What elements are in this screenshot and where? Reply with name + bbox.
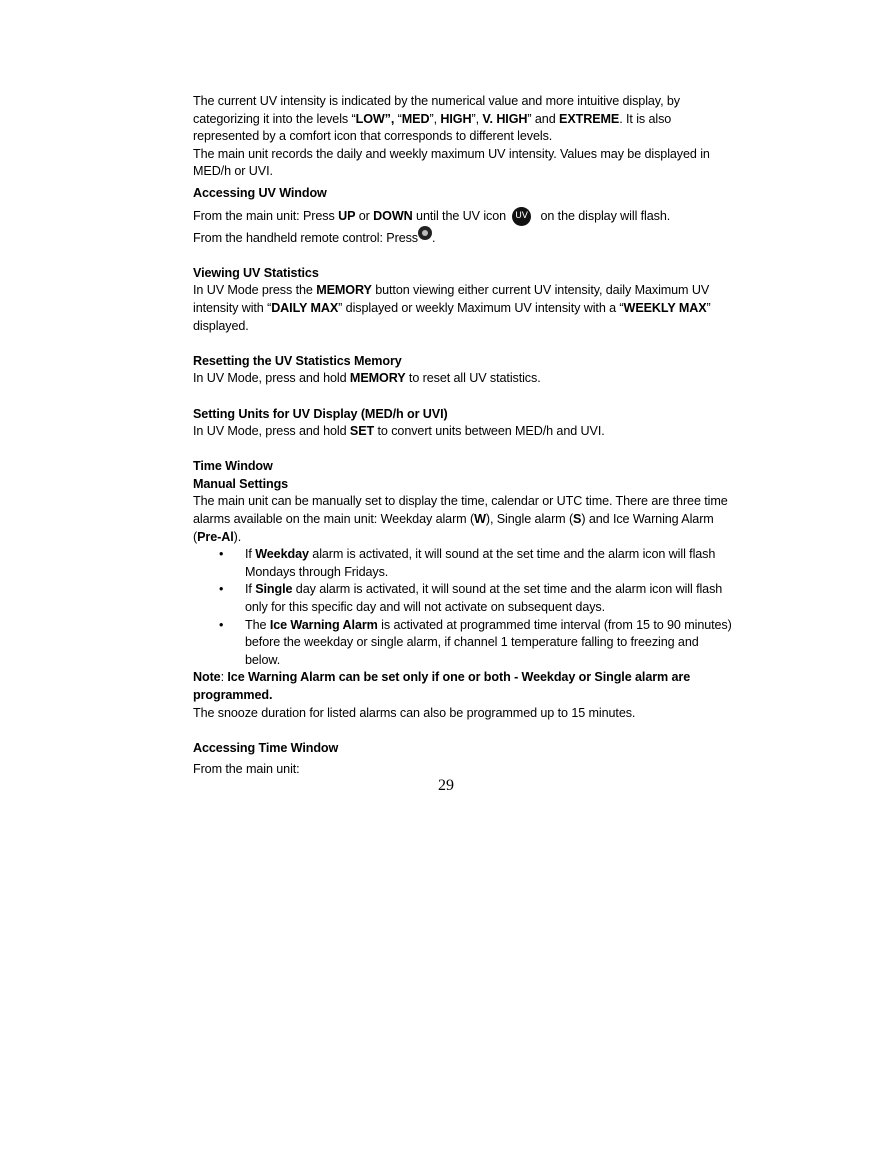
text-run: . It is also represented by a comfort icon that corresponds to different levels.	[193, 111, 672, 144]
text-run: on the display will flash.	[537, 208, 671, 223]
text-run: In UV Mode press the	[193, 283, 317, 298]
level-med: MED	[401, 111, 430, 126]
note-label: Note	[193, 670, 221, 685]
text-run: ) and Ice Warning Alarm (	[193, 512, 714, 544]
text-run: is activated at programmed time interval (from 15 to 90 minutes) before the weekday or single alarm, if channel 1 temperature falling to freezing and below.	[245, 617, 732, 667]
accessing-uv-remote	[193, 226, 733, 248]
uv-units-heading: Setting Units for UV Display (MED/h or UVI)	[193, 406, 448, 421]
memory-key: MEMORY	[316, 283, 372, 298]
text-run: The main unit can be manually set to display the time, calendar or UTC time. There are three time alarms available on the main unit: Weekday alarm (	[193, 494, 728, 527]
weekly-max-label: WEEKLY MAX	[623, 300, 707, 315]
note-text: Ice Warning Alarm can be set only if one or both - Weekday or Single alarm are programmed.	[193, 670, 691, 702]
uv-icon: UV	[512, 207, 531, 226]
text-run: ”,	[471, 111, 483, 126]
viewing-uv-heading: Viewing UV Statistics	[193, 265, 319, 280]
uv-records-paragraph: The main unit records the daily and weekly maximum UV intensity. Values may be displayed in MED/h or UVI.	[193, 146, 710, 179]
text-run: ” displayed or weekly Maximum UV intensity with a “	[338, 300, 624, 315]
text-run: to convert units between MED/h and UVI.	[374, 424, 605, 439]
text-run: ” and	[527, 111, 560, 126]
bullet-bold: Single	[255, 582, 293, 597]
text-run: “	[394, 111, 402, 126]
accessing-time-line: From the main unit:	[193, 762, 300, 777]
down-key: DOWN	[373, 208, 413, 223]
single-code: S	[573, 512, 582, 527]
remote-button-icon	[418, 226, 432, 240]
text-run: ), Single alarm (	[485, 512, 574, 527]
resetting-uv-paragraph	[193, 370, 733, 388]
resetting-uv-heading: Resetting the UV Statistics Memory	[193, 353, 402, 368]
bullet-icon: •	[219, 582, 224, 597]
note-paragraph	[193, 669, 733, 704]
list-item	[193, 581, 733, 616]
time-window-paragraph	[193, 493, 733, 546]
bullet-icon: •	[219, 547, 224, 562]
accessing-uv-heading: Accessing UV Window	[193, 185, 327, 200]
text-run: From the handheld remote control: Press	[193, 230, 418, 245]
document-page	[193, 93, 733, 779]
text-run: .	[432, 230, 436, 245]
list-item	[193, 617, 733, 670]
daily-max-label: DAILY MAX	[271, 300, 339, 315]
uv-units-paragraph	[193, 423, 733, 441]
uv-intro-paragraph	[193, 93, 733, 146]
text-run: From the main unit: Press	[193, 208, 339, 223]
manual-settings-heading: Manual Settings	[193, 476, 289, 491]
accessing-time-heading: Accessing Time Window	[193, 740, 339, 755]
bullet-bold: Ice Warning Alarm	[269, 617, 378, 632]
up-key: UP	[338, 208, 356, 223]
text-run: The current UV intensity is indicated by the numerical value and more intuitive display, by categorizing it into the levels “	[193, 94, 680, 126]
bullet-icon: •	[219, 617, 224, 632]
text-run: If	[245, 582, 256, 597]
text-run: The	[245, 617, 270, 632]
time-window-heading: Time Window	[193, 459, 273, 474]
text-run: ).	[233, 529, 242, 544]
level-vhigh: V. HIGH	[482, 111, 528, 126]
text-run: to reset all UV statistics.	[405, 371, 541, 386]
accessing-uv-main-unit	[193, 207, 733, 226]
level-high: HIGH	[440, 111, 472, 126]
text-run: ”,	[429, 111, 441, 126]
text-run: ” displayed.	[193, 300, 711, 333]
text-run: In UV Mode, press and hold	[193, 371, 350, 386]
viewing-uv-paragraph	[193, 282, 733, 335]
text-run: or	[355, 208, 374, 223]
text-run: day alarm is activated, it will sound at the set time and the alarm icon will flash only for this specific day and will not activate on subsequent days.	[245, 582, 723, 615]
memory-key: MEMORY	[349, 371, 406, 386]
level-low: LOW”,	[355, 111, 395, 126]
text-run: button viewing either current UV intensity, daily Maximum UV intensity with “	[193, 283, 710, 315]
alarm-bullet-list	[193, 546, 733, 669]
bullet-bold: Weekday	[255, 547, 309, 562]
list-item	[193, 546, 733, 581]
weekday-code: W	[474, 512, 486, 527]
text-run: In UV Mode, press and hold	[193, 424, 350, 439]
level-extreme: EXTREME	[559, 111, 620, 126]
snooze-paragraph: The snooze duration for listed alarms can also be programmed up to 15 minutes.	[193, 705, 636, 720]
text-run: If	[245, 547, 256, 562]
page-number: 29	[438, 777, 454, 794]
set-key: SET	[349, 424, 375, 439]
text-run: :	[220, 670, 228, 685]
pre-al-code: Pre-Al	[197, 529, 234, 544]
text-run: alarm is activated, it will sound at the set time and the alarm icon will flash Mondays through Fridays.	[245, 547, 716, 579]
text-run: until the UV icon	[412, 208, 507, 223]
